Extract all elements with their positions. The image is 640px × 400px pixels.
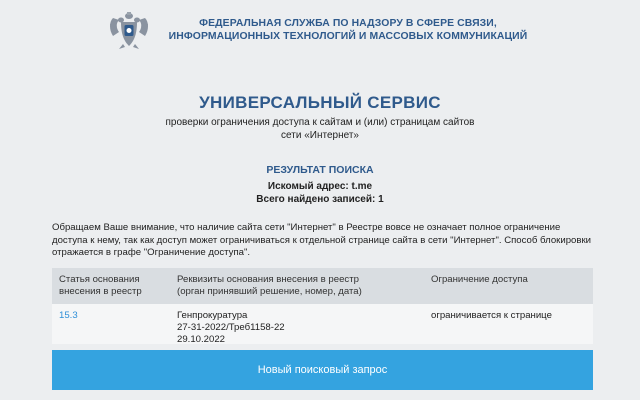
new-search-button[interactable]: Новый поисковый запрос [52, 350, 593, 390]
cell-restriction: ограничивается к странице [431, 310, 552, 321]
column-header-article-line-1: Статья основания [59, 274, 140, 285]
service-title: УНИВЕРСАЛЬНЫЙ СЕРВИС [199, 93, 441, 112]
cell-decision-number: 27-31-2022/Треб1158-22 [177, 322, 285, 333]
cell-article [52, 304, 170, 344]
column-header-restriction: Ограничение доступа [431, 274, 528, 285]
article-link[interactable]: 15.3 [59, 310, 78, 321]
result-title: РЕЗУЛЬТАТ ПОИСКА [266, 164, 374, 176]
column-header-article [52, 268, 170, 304]
blocking-notice: Обращаем Ваше внимание, что наличие сайта сети "Интернет" в Реестре вовсе не означает полное ограничение доступа к нему, так как доступ может ограничиваться к отдельной странице сайта в сети "Интернет". Способ блокировки отражается в графе "Ограничение доступа". [52, 222, 592, 259]
page-header [0, 10, 640, 50]
table-row [52, 304, 593, 344]
cell-details [170, 304, 424, 344]
service-subtitle-line-1: проверки ограничения доступа к сайтам и (или) страницам сайтов [165, 117, 475, 128]
cell-decision-date: 29.10.2022 [177, 334, 226, 345]
cell-authority: Генпрокуратура [177, 310, 248, 321]
result-summary [0, 180, 640, 206]
service-subtitle-line-2: сети «Интернет» [281, 130, 359, 141]
organization-title-line-1: ФЕДЕРАЛЬНАЯ СЛУЖБА ПО НАДЗОРУ В СФЕРЕ СВЯЗИ, [199, 18, 497, 29]
column-header-details-line-1: Реквизиты основания внесения в реестр [177, 274, 359, 285]
column-header-details [170, 268, 424, 304]
column-header-article-line-2: внесения в реестр [59, 286, 142, 297]
organization-title-line-2: ИНФОРМАЦИОННЫХ ТЕХНОЛОГИЙ И МАССОВЫХ КОММУНИКАЦИЙ [168, 31, 528, 42]
column-header-details-line-2: (орган принявший решение, номер, дата) [177, 286, 362, 297]
service-subtitle [0, 116, 640, 142]
organization-title [169, 17, 528, 43]
searched-address: Искомый адрес: t.me [267, 181, 373, 192]
records-found-count: Всего найдено записей: 1 [256, 194, 384, 205]
registry-results-table [52, 268, 593, 344]
table-header-row [52, 268, 593, 304]
double-headed-eagle-emblem-icon [107, 10, 151, 50]
